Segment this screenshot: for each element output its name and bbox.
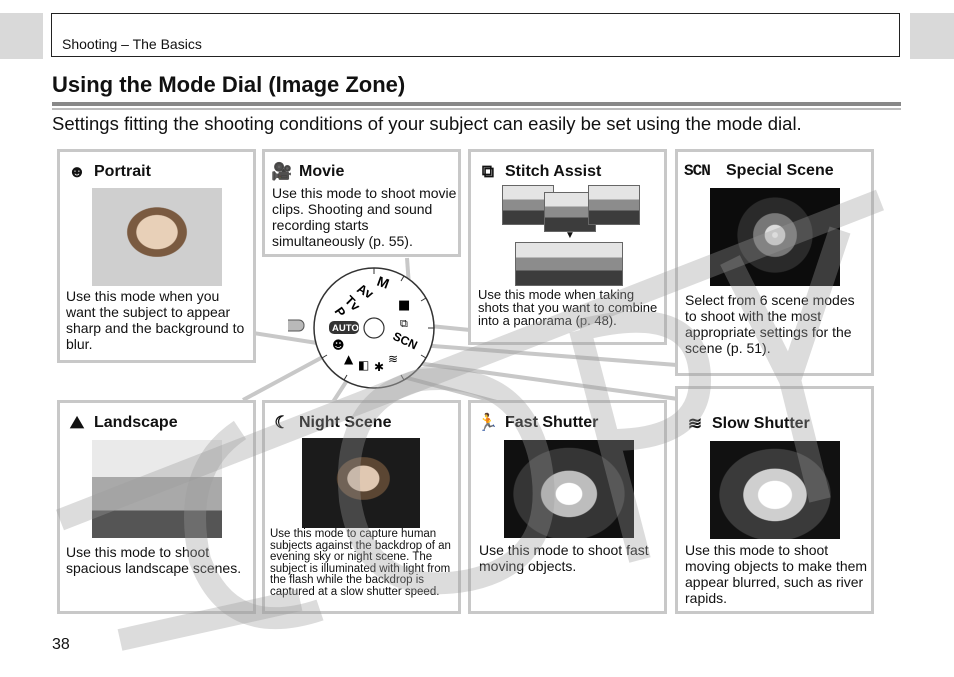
special-scene-panel: [675, 149, 874, 376]
dial-fast-icon: ✱: [374, 360, 385, 374]
dial-p-label: P: [331, 304, 349, 320]
dial-stitch-icon: ⧉: [400, 317, 408, 330]
fast-shutter-description: Use this mode to shoot fast moving objects.: [479, 542, 649, 574]
page-title: Using the Mode Dial (Image Zone): [52, 72, 406, 97]
portrait-panel: [57, 149, 256, 363]
page-number: 38: [52, 636, 70, 653]
intro-text: Settings fitting the shooting conditions of your subject can easily be set using the mode dial.: [52, 113, 802, 134]
dial-center: [364, 318, 384, 338]
movie-label: Movie: [299, 163, 345, 180]
dial-scn-label: SCN: [390, 329, 420, 353]
slow-shutter-description: Use this mode to shoot moving objects to make them appear blurred, such as river rapids.: [685, 542, 868, 606]
panorama-photo: [515, 242, 623, 286]
special-scene-icon: SCN: [684, 162, 710, 180]
landscape-icon: ⛰: [69, 413, 85, 432]
landscape-photo: [92, 440, 222, 538]
stitch-frame-3: [588, 185, 640, 225]
fast-shutter-label: Fast Shutter: [505, 414, 599, 431]
night-scene-panel: [262, 400, 461, 614]
dial-landscape-icon: ▲: [344, 352, 354, 366]
slow-shutter-icon: ≋: [687, 414, 703, 433]
fast-shutter-photo: [504, 440, 634, 538]
movie-panel: [262, 149, 461, 257]
fast-shutter-panel: [468, 400, 667, 614]
dial-portrait-icon: ☻: [332, 338, 345, 352]
dial-tv-label: Tv: [341, 292, 364, 314]
night-scene-icon: ☾: [274, 413, 290, 432]
stitch-assist-panel: [468, 149, 667, 345]
stitch-assist-icon: ⧉: [481, 162, 495, 181]
portrait-photo: [92, 188, 222, 286]
special-scene-photo: [710, 188, 840, 286]
night-scene-description: Use this mode to capture human subjects against the backdrop of an evening sky or night scene. The subject is illuminated with light from the flash while the backdrop is captured at a slow shutter speed.: [270, 528, 451, 598]
stitch-assist-description: Use this mode when taking shots that you want to combine into a panorama (p. 48).: [478, 287, 658, 328]
fast-shutter-icon: 🏃: [477, 413, 499, 432]
arrow-down-icon: ▼: [565, 230, 575, 241]
dial-auto-label: AUTO: [332, 323, 359, 334]
slow-shutter-panel: [675, 386, 874, 614]
portrait-icon: ☻: [68, 162, 86, 181]
section-label: Shooting – The Basics: [62, 36, 202, 52]
landscape-label: Landscape: [94, 414, 178, 431]
dial-av-label: Av: [354, 280, 376, 302]
dial-slow-icon: ≋: [388, 352, 399, 366]
night-scene-photo: [302, 438, 420, 528]
landscape-panel: [57, 400, 256, 614]
dial-m-label: M: [374, 272, 392, 292]
slow-shutter-photo: [710, 441, 840, 539]
movie-icon: 🎥: [271, 162, 293, 181]
movie-description: Use this mode to shoot movie clips. Shooting and sound recording starts simultaneously (p. 55).: [272, 185, 457, 249]
dial-indicator: [288, 320, 304, 331]
slow-shutter-label: Slow Shutter: [712, 415, 810, 432]
mode-dial[interactable]: [288, 265, 458, 395]
portrait-description: Use this mode when you want the subject to appear sharp and the background to blur.: [66, 288, 245, 352]
night-scene-label: Night Scene: [299, 414, 392, 431]
special-scene-label: Special Scene: [726, 162, 834, 179]
dial-night-icon: ◧: [358, 358, 370, 372]
stitch-assist-label: Stitch Assist: [505, 163, 602, 180]
portrait-label: Portrait: [94, 163, 151, 180]
special-scene-description: Select from 6 scene modes to shoot with the most appropriate settings for the scene (p. 51).: [685, 292, 855, 356]
landscape-description: Use this mode to shoot spacious landscape scenes.: [66, 544, 242, 576]
dial-movie-icon: ■: [398, 298, 411, 313]
